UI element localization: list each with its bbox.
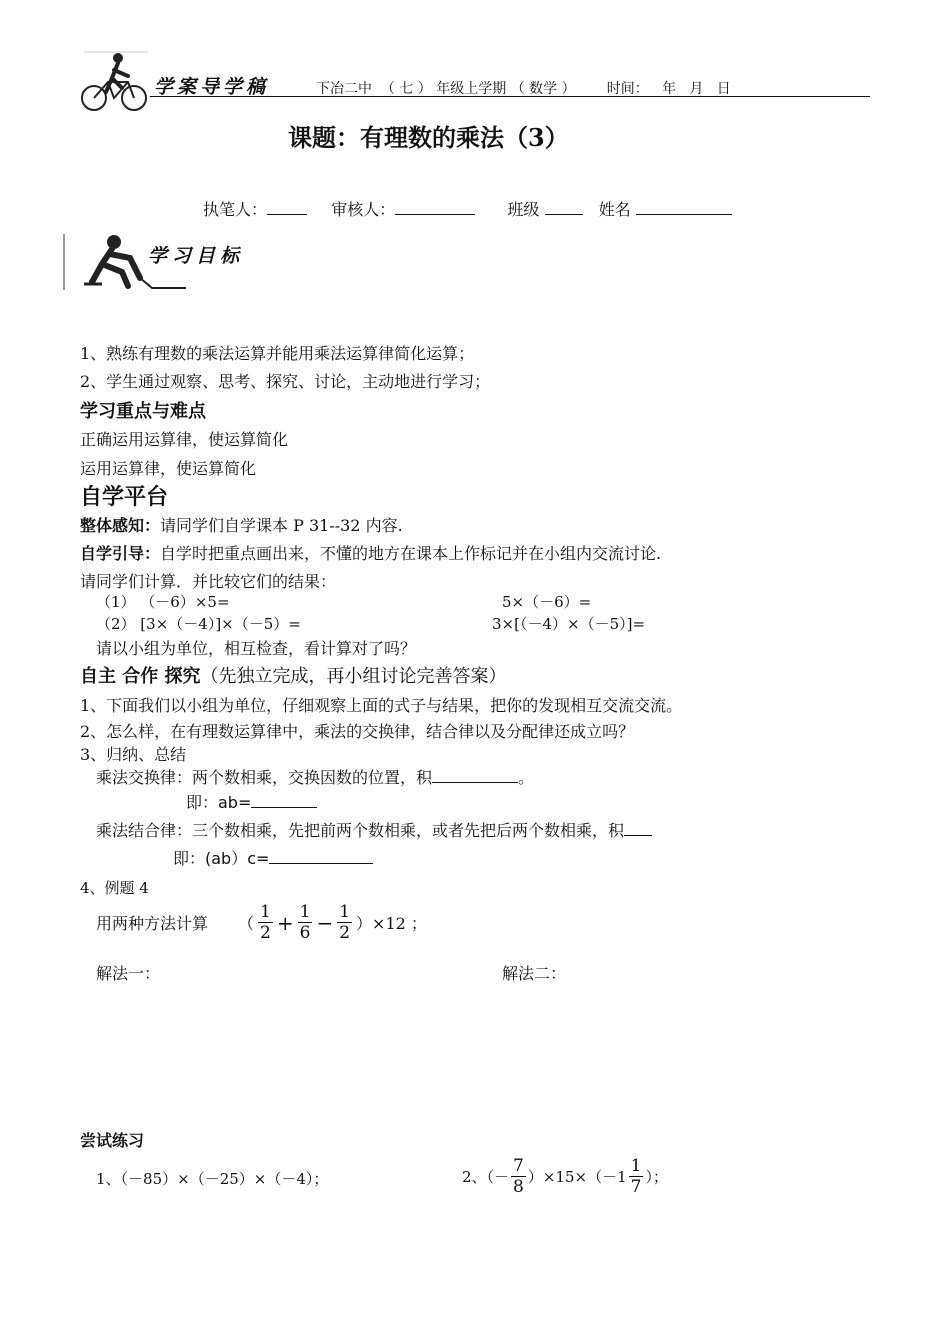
- guide-text: 自学时把重点画出来，不懂的地方在课本上作标记并在小组内交流讨论.: [160, 544, 662, 563]
- practice-2-middle: ）×15×（－1: [527, 1168, 627, 1186]
- objectives-label: 学习目标: [148, 245, 245, 267]
- key-points-heading: 学习重点与难点: [80, 401, 206, 422]
- key-point-item-1: 正确运用运算律，使运算简化: [80, 430, 289, 449]
- header-rule: [150, 96, 870, 97]
- reviewer-label: 审核人：: [331, 200, 396, 219]
- open-paren: （: [238, 914, 255, 933]
- fraction-3-numerator: 1: [339, 902, 351, 922]
- check-text: 请以小组为单位，相互检查，看计算对了吗？: [96, 639, 417, 658]
- fraction-2: [298, 902, 313, 943]
- reviewer-field[interactable]: [395, 200, 475, 215]
- calc-intro: 请同学们计算．并比较它们的结果：: [80, 572, 337, 591]
- practice-heading: 尝试练习: [80, 1131, 145, 1150]
- commutative-law-end: 。: [518, 768, 535, 787]
- fraction-2-numerator: 1: [299, 902, 311, 922]
- commutative-formula-field[interactable]: [251, 793, 317, 808]
- associative-law: [96, 818, 652, 841]
- explore-heading-bold: 自主 合作 探究: [80, 666, 201, 687]
- cyclist-logo-image: [78, 48, 150, 112]
- example-prompt: 用两种方法计算: [96, 914, 209, 933]
- practice-2-fraction-2-denominator: 7: [630, 1177, 642, 1197]
- page-title: 课题：有理数的乘法（3）: [288, 123, 569, 152]
- explore-q2: 2、怎么样，在有理数运算律中，乘法的交换律，结合律以及分配律还成立吗？: [80, 722, 635, 741]
- fraction-2-denominator: 6: [299, 923, 311, 943]
- self-study-heading: 自学平台: [80, 484, 169, 510]
- objective-item-1: 1、熟练有理数的乘法运算并能用乘法运算律简化运算；: [80, 344, 475, 363]
- practice-2-end: ）；: [645, 1168, 668, 1186]
- commutative-answer-field[interactable]: [432, 768, 518, 783]
- commutative-formula: [186, 790, 317, 813]
- calc-2-left: （2） [3×（－4）]×（－5）=: [96, 615, 301, 633]
- example-label: 4、例题 4: [80, 879, 149, 897]
- fraction-1: [258, 902, 273, 943]
- overall-label: 整体感知：: [80, 516, 161, 535]
- explore-q1: 1、下面我们以小组为单位，仔细观察上面的式子与结果，把你的发现相互交流交流。: [80, 696, 683, 715]
- overall-perception: [80, 513, 403, 536]
- associative-formula: [173, 846, 373, 869]
- calc-1-left: （1） （－6）×5=: [96, 593, 230, 611]
- minus-sign: −: [316, 910, 334, 935]
- header-logo-text: 学案导学稿: [154, 76, 270, 98]
- writer-field[interactable]: [267, 200, 307, 215]
- close-paren-times-12: ）×12 ；: [356, 914, 427, 933]
- guide-label: 自学引导：: [80, 544, 161, 563]
- plus-sign: +: [276, 910, 294, 935]
- fraction-1-numerator: 1: [260, 902, 271, 922]
- explore-q3: 3、归纳、总结: [80, 745, 187, 764]
- commutative-law: [96, 765, 534, 788]
- associative-formula-text: 即：(ab）c=: [173, 849, 270, 868]
- practice-2-fraction-1-denominator: 8: [513, 1177, 524, 1197]
- explore-heading: [80, 662, 507, 688]
- calc-2-right: 3×[（－4）×（－5）]=: [492, 615, 646, 633]
- explore-heading-rest: （先独立完成，再小组讨论完善答案）: [200, 666, 507, 687]
- associative-answer-field[interactable]: [624, 821, 652, 836]
- header-info: 下冶二中 （ 七 ） 年级上学期 （ 数学 ） 时间： 年 月 日: [316, 81, 731, 97]
- fraction-1-denominator: 2: [260, 923, 271, 943]
- associative-law-text: 乘法结合律：三个数相乘，先把前两个数相乘，或者先把后两个数相乘，积: [96, 821, 625, 840]
- example-expression: [96, 902, 427, 943]
- practice-2: [462, 1156, 668, 1197]
- practice-1: 1、（－85）×（－25）×（－4）；: [96, 1170, 329, 1188]
- fraction-3: [337, 902, 352, 943]
- method-2-label: 解法二：: [502, 964, 567, 983]
- practice-2-fraction-2: [629, 1156, 644, 1197]
- objective-item-2: 2、学生通过观察、思考、探究、讨论，主动地进行学习；: [80, 372, 491, 391]
- calc-1-right: 5×（－6）=: [502, 593, 592, 611]
- name-label: 姓名: [598, 200, 631, 219]
- fraction-3-denominator: 2: [339, 923, 351, 943]
- name-field[interactable]: [636, 200, 732, 215]
- method-1-label: 解法一：: [96, 964, 161, 983]
- self-study-guide: [80, 541, 661, 564]
- writer-label: 执笔人：: [203, 200, 268, 219]
- key-point-item-2: 运用运算律，使运算简化: [80, 459, 257, 478]
- staff-line: [203, 197, 732, 220]
- practice-2-prefix: 2、（－: [462, 1168, 510, 1186]
- associative-formula-field[interactable]: [269, 849, 373, 864]
- practice-2-fraction-1-numerator: 7: [513, 1156, 524, 1176]
- overall-text: 请同学们自学课本 P 31--32 内容.: [160, 516, 403, 535]
- practice-2-fraction-1: [511, 1156, 526, 1197]
- class-label: 班级: [507, 200, 540, 219]
- commutative-formula-text: 即：ab=: [186, 793, 252, 812]
- class-field[interactable]: [545, 200, 583, 215]
- practice-2-fraction-2-numerator: 1: [630, 1156, 642, 1176]
- commutative-law-text: 乘法交换律：两个数相乘，交换因数的位置，积: [96, 768, 433, 787]
